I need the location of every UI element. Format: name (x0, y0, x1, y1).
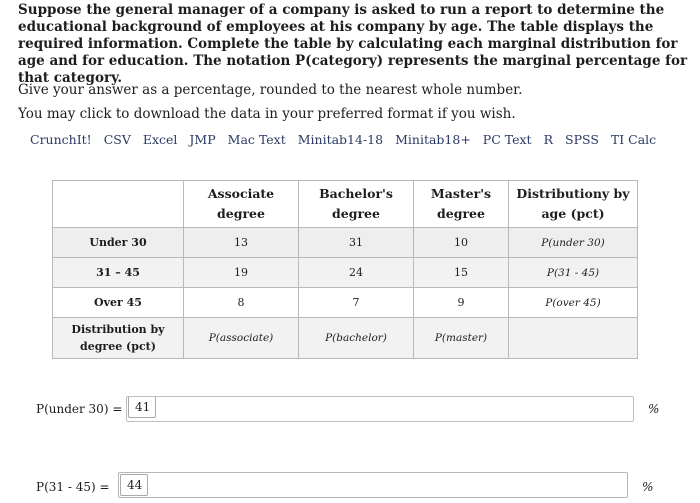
table-cell: 13 (184, 228, 299, 258)
marginal-placeholder: P(31 - 45) (509, 258, 638, 288)
format-link-minitab14-18[interactable]: Minitab14-18 (297, 132, 384, 147)
answer-label-under-30: P(under 30) = (36, 402, 123, 416)
header-associate: Associate degree (184, 181, 299, 228)
table-cell: 15 (414, 258, 509, 288)
empty-cell (509, 318, 638, 359)
row-label: Under 30 (53, 228, 184, 258)
marginal-placeholder: P(bachelor) (299, 318, 414, 359)
table-cell: 19 (184, 258, 299, 288)
header-distribution-by-age: Distributiony by age (pct) (509, 181, 638, 228)
table-cell: 31 (299, 228, 414, 258)
row-label: 31 – 45 (53, 258, 184, 288)
marginal-placeholder: P(over 45) (509, 288, 638, 318)
corner-cell (53, 181, 184, 228)
table-row (53, 228, 638, 258)
format-link-jmp[interactable]: JMP (189, 132, 216, 147)
format-link-excel[interactable]: Excel (142, 132, 178, 147)
header-master: Master's degree (414, 181, 509, 228)
contingency-table (52, 180, 638, 359)
table-cell: 7 (299, 288, 414, 318)
answer-value-under-30[interactable]: 41 (128, 396, 156, 418)
format-link-ti-calc[interactable]: TI Calc (610, 132, 657, 147)
format-link-pc-text[interactable]: PC Text (482, 132, 532, 147)
format-link-crunchit[interactable]: CrunchIt! (30, 132, 92, 147)
download-formats (30, 132, 656, 147)
answer-value-31-45[interactable]: 44 (120, 474, 148, 496)
answer-label-31-45: P(31 - 45) = (36, 480, 110, 494)
format-link-spss[interactable]: SPSS (565, 132, 599, 147)
instruction-text: Give your answer as a percentage, rounded to the nearest whole number. (18, 82, 523, 98)
format-link-r[interactable]: R (543, 132, 554, 147)
row-label: Over 45 (53, 288, 184, 318)
answer-input-under-30[interactable] (126, 396, 634, 422)
table-row (53, 318, 638, 359)
table-cell: 10 (414, 228, 509, 258)
table-cell: 24 (299, 258, 414, 288)
marginal-placeholder: P(associate) (184, 318, 299, 359)
table-cell: 9 (414, 288, 509, 318)
table-row (53, 288, 638, 318)
percent-unit: % (648, 402, 660, 416)
download-prompt: You may click to download the data in your preferred format if you wish. (18, 106, 516, 122)
format-link-minitab18[interactable]: Minitab18+ (395, 132, 471, 147)
format-link-mac-text[interactable]: Mac Text (227, 132, 286, 147)
percent-unit: % (642, 480, 654, 494)
format-link-csv[interactable]: CSV (103, 132, 131, 147)
row-label: Distribution by degree (pct) (53, 318, 184, 359)
marginal-placeholder: P(under 30) (509, 228, 638, 258)
question-paragraph: Suppose the general manager of a company is asked to run a report to determine the educational background of employees at his company by age. The table displays the required information. Complete the table by calculating each marginal distribution for age and for education. The notation P(category) represents the marginal percentage for that category. (18, 2, 688, 86)
table-row (53, 258, 638, 288)
header-bachelor: Bachelor's degree (299, 181, 414, 228)
answer-input-31-45[interactable] (118, 472, 628, 498)
table-cell: 8 (184, 288, 299, 318)
marginal-placeholder: P(master) (414, 318, 509, 359)
